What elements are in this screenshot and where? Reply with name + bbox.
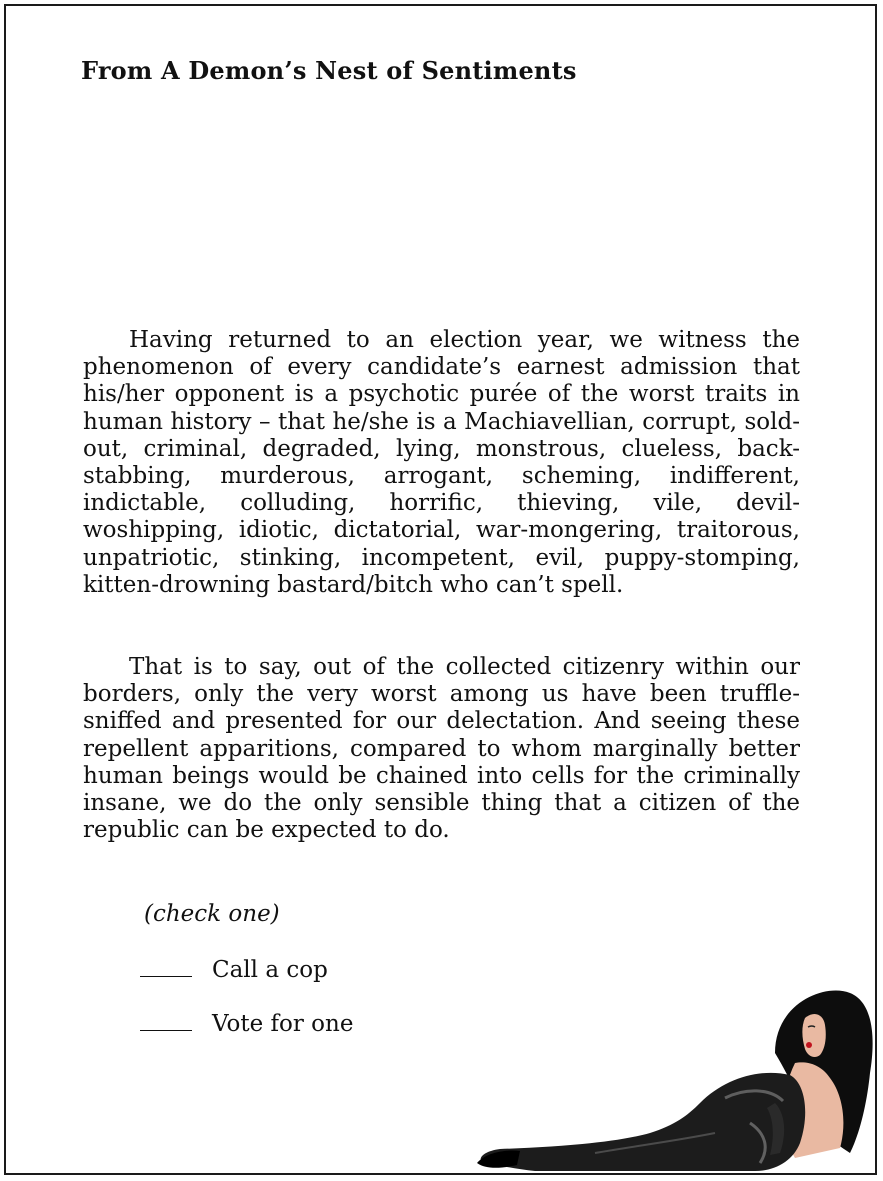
checkbox-blank[interactable] (140, 1008, 192, 1031)
check-one-instruction: (check one) (144, 901, 280, 927)
option-call-a-cop[interactable] (140, 954, 328, 983)
body-suit-shape (481, 1073, 806, 1171)
option-vote-for-one[interactable] (140, 1008, 353, 1037)
document-title: From A Demon’s Nest of Sentiments (81, 56, 577, 85)
reclining-woman-illustration (475, 983, 875, 1173)
paragraph-2: That is to say, out of the collected citizenry within our borders, only the very worst among us have been truffle-sniffed and presented for our delectation. And seeing these repellent apparitions, compared to whom marginally better human beings would be chained into cells for the criminally insane, we do the only sensible thing that a citizen of the republic can be expected to do. (83, 654, 800, 844)
shoe-shape (477, 1151, 520, 1168)
document-page (4, 4, 877, 1175)
paragraph-1: Having returned to an election year, we witness the phenomenon of every candidate’s earnest admission that his/her opponent is a psychotic purée of the worst traits in human history – that he/she is a Machiavellian, corrupt, sold-out, criminal, degraded, lying, monstrous, clueless, back-stabbing, murderous, arrogant, scheming, indifferent, indictable, colluding, horrific, thieving, vile, devil-woshipping, idiotic, dictatorial, war-mongering, traitorous, unpatriotic, stinking, incompetent, evil, puppy-stomping, kitten-drowning bastard/bitch who can’t spell. (83, 327, 800, 598)
option-label: Call a cop (212, 957, 328, 983)
face-shape (802, 1014, 825, 1057)
checkbox-blank[interactable] (140, 954, 192, 977)
option-label: Vote for one (212, 1011, 354, 1037)
